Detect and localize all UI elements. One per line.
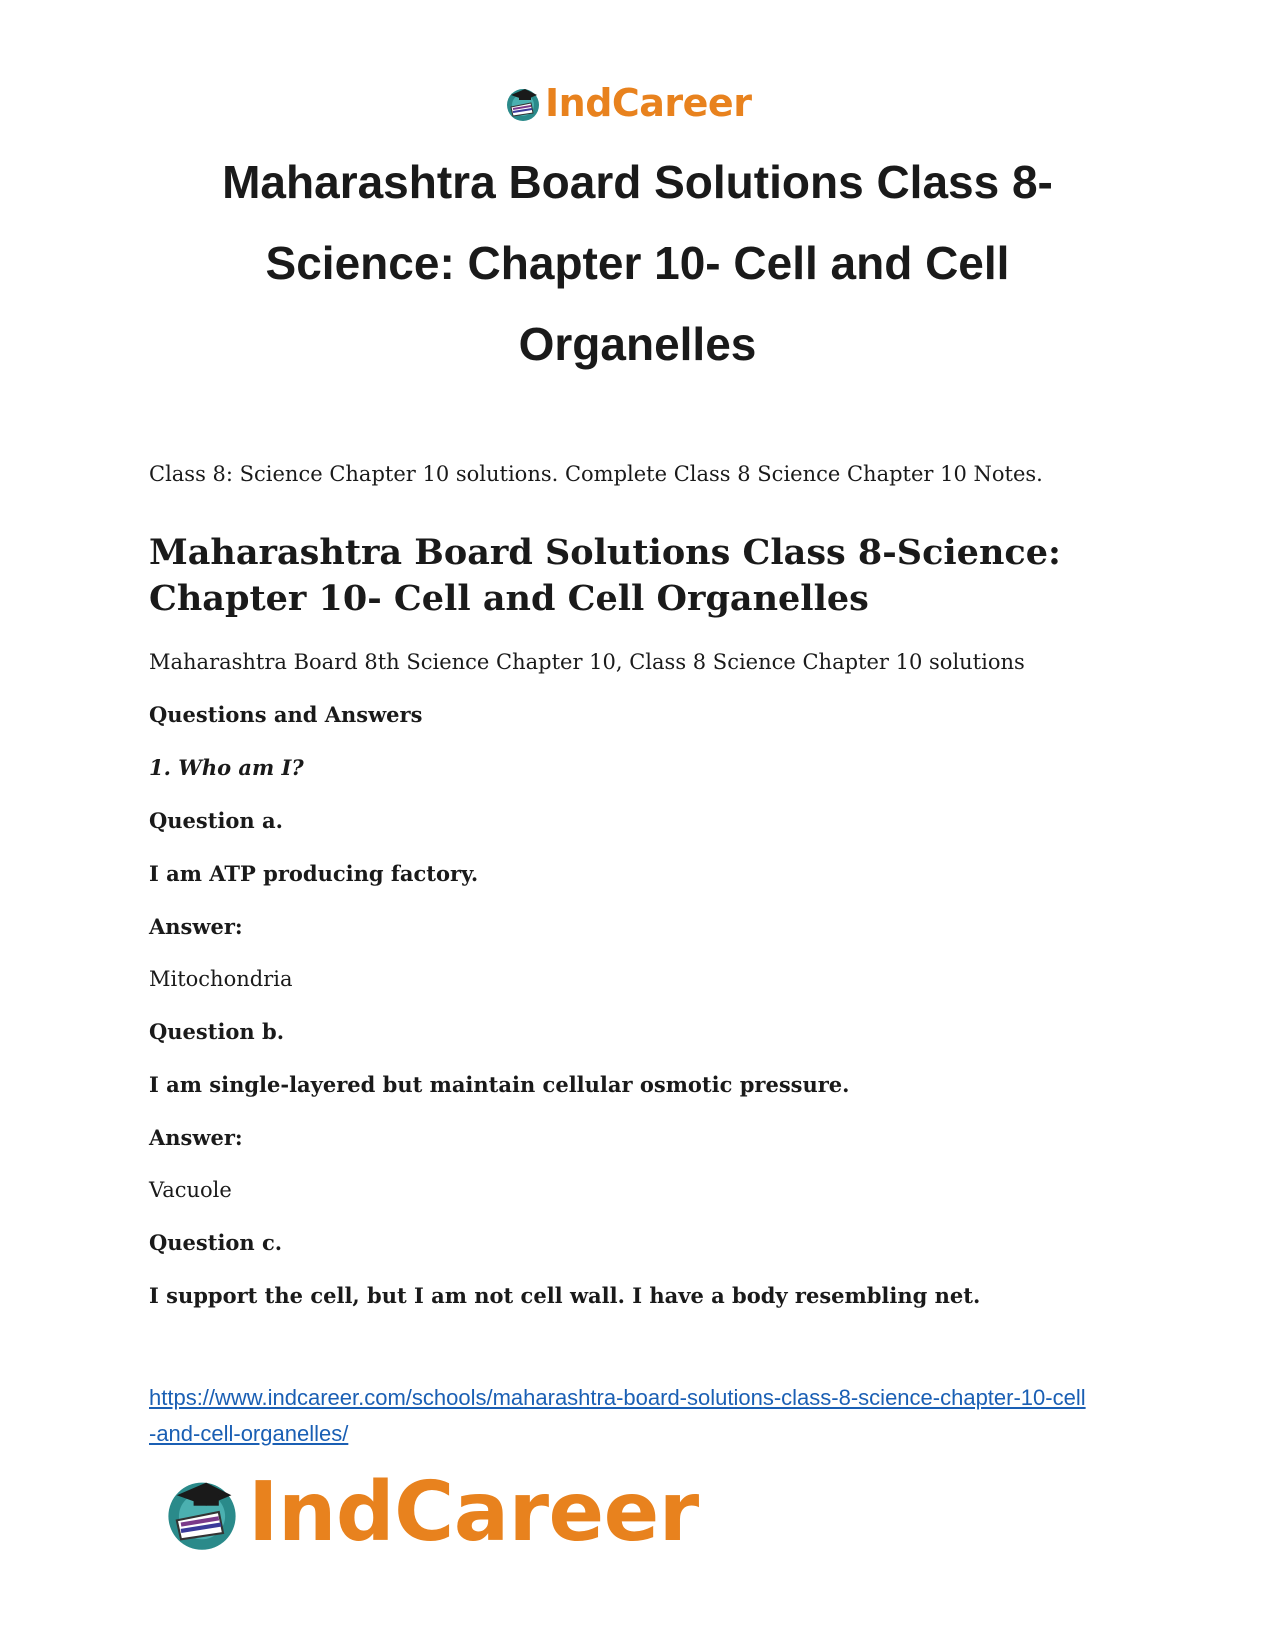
- intro-paragraph: Class 8: Science Chapter 10 solutions. Complete Class 8 Science Chapter 10 Notes.: [149, 462, 1043, 486]
- answer-text: Vacuole: [149, 1178, 232, 1202]
- question-text: I am ATP producing factory.: [149, 861, 479, 886]
- logo-wordmark: IndCareer: [248, 1464, 699, 1560]
- answer-text: Mitochondria: [149, 967, 293, 991]
- graduation-globe-icon: [503, 83, 543, 123]
- subtitle-paragraph: Maharashtra Board 8th Science Chapter 10, Class 8 Science Chapter 10 solutions: [149, 650, 1025, 674]
- source-link[interactable]: [149, 1380, 1149, 1452]
- question-text: I support the cell, but I am not cell wall. I have a body resembling net.: [149, 1283, 981, 1308]
- qa-heading: Questions and Answers: [149, 702, 423, 727]
- section-label: 1. Who am I?: [149, 755, 304, 780]
- page-title: Maharashtra Board Solutions Class 8-Science: Chapter 10- Cell and Cell Organelles: [222, 156, 1053, 370]
- indcareer-logo-bottom: [160, 1462, 699, 1562]
- answer-label: Answer:: [149, 914, 243, 939]
- question-label: Question c.: [149, 1230, 283, 1255]
- logo-wordmark: IndCareer: [545, 81, 752, 125]
- question-label: Question a.: [149, 808, 283, 833]
- graduation-globe-icon: [160, 1470, 244, 1554]
- document-body: [149, 462, 1149, 1308]
- section-heading: Maharashtra Board Solutions Class 8-Science: Chapter 10- Cell and Cell Organelles: [149, 532, 1061, 619]
- question-label: Question b.: [149, 1019, 285, 1044]
- source-link-line-2[interactable]: -and-cell-organelles/: [149, 1421, 349, 1446]
- question-text: I am single-layered but maintain cellular osmotic pressure.: [149, 1072, 850, 1097]
- indcareer-logo-top: [503, 78, 751, 128]
- answer-label: Answer:: [149, 1125, 243, 1150]
- source-link-line-1[interactable]: https://www.indcareer.com/schools/maharashtra-board-solutions-class-8-science-chapter-10-cell: [149, 1385, 1086, 1410]
